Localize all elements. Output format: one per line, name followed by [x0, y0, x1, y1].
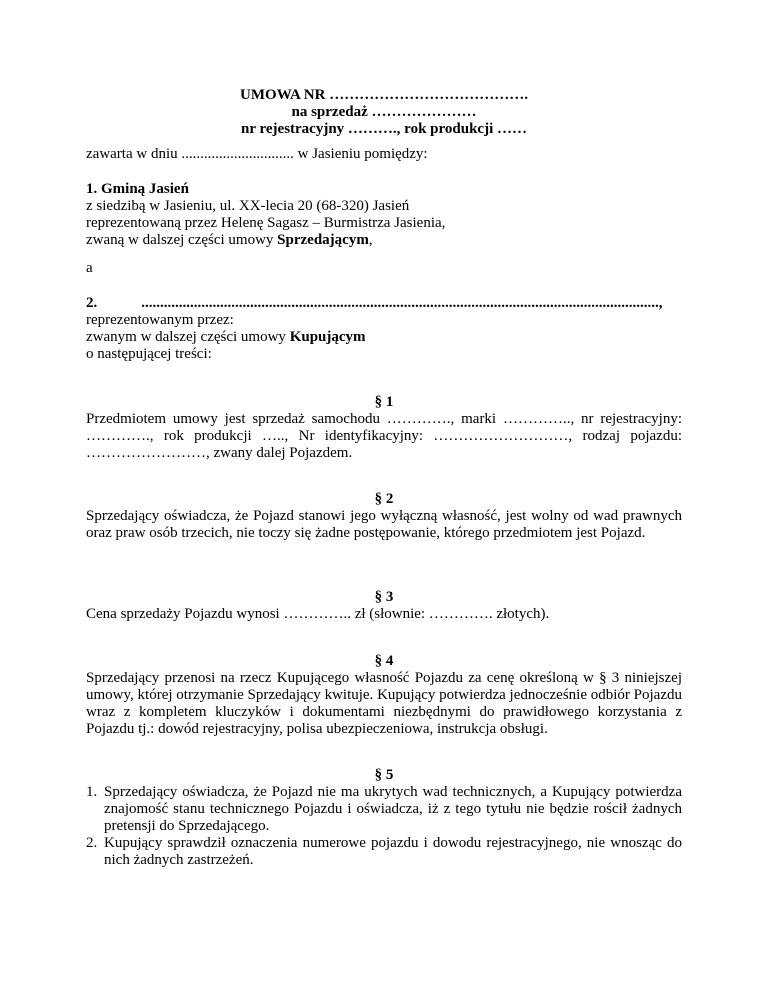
section-3-heading: § 3 [374, 589, 394, 605]
party-2-number: 2. [86, 295, 98, 311]
section-4-text: Sprzedający przenosi na rzecz Kupującego własność Pojazdu za cenę określoną w § 3 niniejszej umowy, której otrzymanie Sprzedający kwituje. Kupujący potwierdza jednocześnie odbiór Pojazdu wraz z kompletem kluczyków i dokumentami niezbędnymi do prawidłowego korzystania z Pojazdu tj.: dowód rejestracyjny, polisa ubezpieczeniowa, instrukcja obsługi. [86, 670, 682, 737]
section-5 [86, 767, 682, 869]
intro-text: zawarta w dniu .............................. w Jasieniu pomiędzy: [86, 146, 428, 162]
conjunction [86, 260, 682, 277]
party-1-representative: reprezentowaną przez Helenę Sagasz – Burmistrza Jasienia, [86, 215, 446, 231]
party-2-closing: o następującej treści: [86, 346, 212, 362]
party-1-role-suffix: , [368, 232, 373, 248]
section-5-list [86, 784, 682, 869]
title-line-3: nr rejestracyjny ………., rok produkcji …… [241, 121, 527, 137]
section-2 [86, 491, 682, 542]
title-line-1: UMOWA NR …………………………………. [240, 87, 528, 103]
list-item-number: 1. [86, 784, 98, 800]
section-3-text: Cena sprzedaży Pojazdu wynosi ………….. zł (słownie: …………. złotych). [86, 606, 550, 622]
conjunction-text: a [86, 260, 93, 276]
intro-paragraph [86, 146, 682, 163]
party-2-name-line [86, 295, 682, 312]
section-3 [86, 589, 682, 623]
section-4-heading: § 4 [374, 653, 394, 669]
section-4 [86, 653, 682, 738]
section-5-heading: § 5 [374, 767, 394, 783]
party-1 [86, 181, 682, 249]
list-item-text: Sprzedający oświadcza, że Pojazd nie ma ukrytych wad technicznych, a Kupujący potwierdza znajomość stanu technicznego Pojazdu i oświadcza, iż z tego tytułu nie będzie rościł żadnych pretensji do Sprzedającego. [104, 784, 682, 834]
section-2-heading: § 2 [374, 491, 394, 507]
party-1-address: z siedzibą w Jasieniu, ul. XX-lecia 20 (68-320) Jasień [86, 198, 410, 214]
party-2-representative: reprezentowanym przez: [86, 312, 234, 328]
party-1-role-prefix: zwaną w dalszej części umowy [86, 232, 278, 248]
party-2-name-placeholder: .........................................................................................................................................., [141, 295, 663, 311]
list-item-text: Kupujący sprawdził oznaczenia numerowe pojazdu i dowodu rejestracyjnego, nie wnosząc do nich żadnych zastrzeżeń. [104, 835, 682, 868]
list-item [86, 784, 682, 835]
party-2 [86, 295, 682, 363]
list-item-number: 2. [86, 835, 98, 851]
party-2-role-prefix: zwanym w dalszej części umowy [86, 329, 290, 345]
party-2-role-line [86, 329, 682, 346]
section-1-heading: § 1 [374, 394, 394, 410]
party-2-role: Kupującym [289, 329, 366, 345]
section-1-text: Przedmiotem umowy jest sprzedaż samochodu …………., marki ………….., nr rejestracyjny: …………., rok produkcji ….., Nr identyfikacyjny: ………………………, rodzaj pojazdu: ……………………, zwany dalej Pojazdem. [86, 411, 682, 461]
list-item [86, 835, 682, 869]
document-title [86, 87, 682, 138]
section-2-text: Sprzedający oświadcza, że Pojazd stanowi jego wyłączną własność, jest wolny od wad prawnych oraz praw osób trzecich, nie toczy się żadne postępowanie, którego przedmiotem jest Pojazd. [86, 508, 682, 541]
title-line-2: na sprzedaż ………………… [291, 104, 477, 120]
party-1-role: Sprzedającym [277, 232, 369, 248]
party-1-role-line [86, 232, 682, 249]
party-1-name: 1. Gminą Jasień [86, 181, 189, 197]
section-1 [86, 394, 682, 462]
